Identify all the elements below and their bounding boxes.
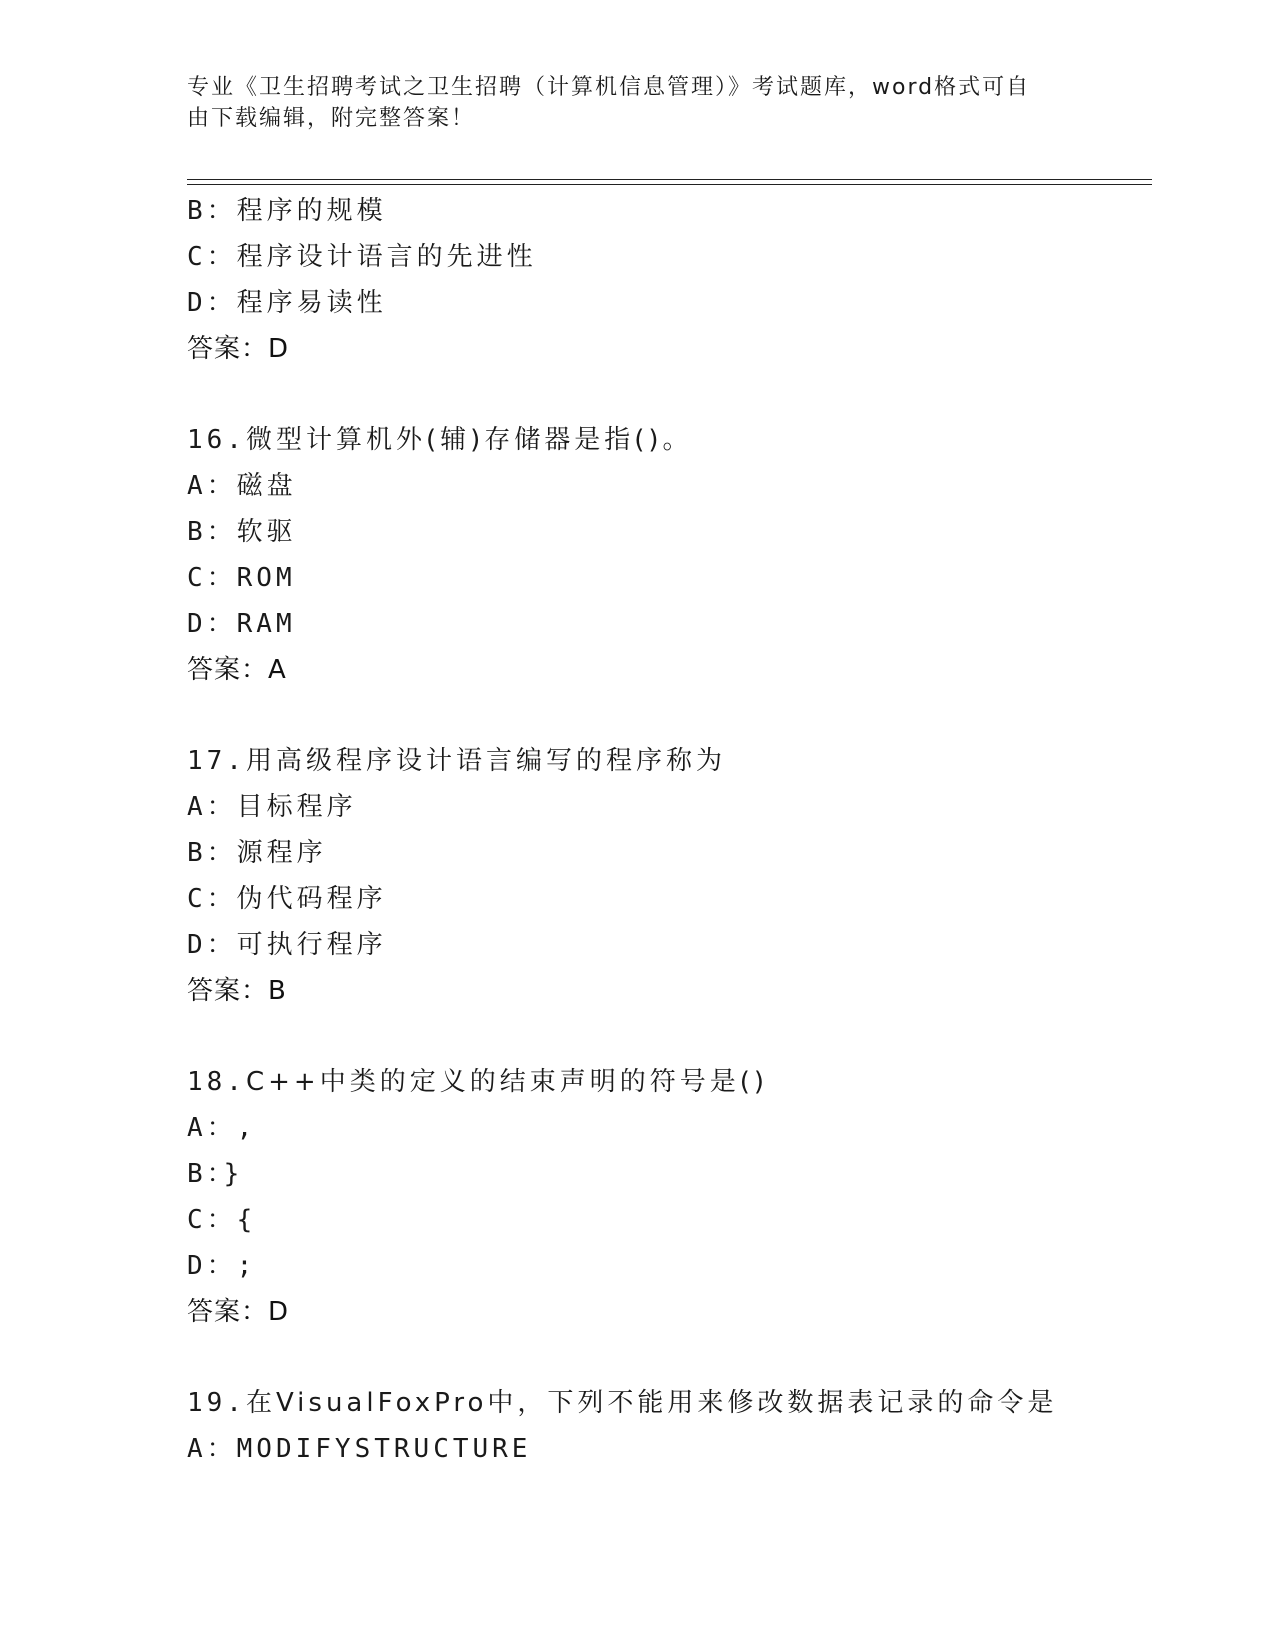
question-block-continued <box>187 188 1147 372</box>
option-key: C： <box>187 242 237 272</box>
question-number: 16. <box>187 425 246 455</box>
option-line <box>187 463 1147 509</box>
option-text: 磁盘 <box>236 471 297 501</box>
option-key: C： <box>187 563 237 593</box>
document-header <box>187 72 1087 134</box>
question-block <box>187 1380 1147 1472</box>
option-text: 程序的规模 <box>236 196 387 226</box>
header-line-2: 由下载编辑，附完整答案！ <box>187 106 476 131</box>
spacer <box>187 1335 1147 1380</box>
option-line <box>187 234 1147 280</box>
option-key: C： <box>187 1205 237 1235</box>
option-text: ; <box>236 1251 257 1281</box>
option-line <box>187 280 1147 326</box>
question-stem: 用高级程序设计语言编写的程序称为 <box>245 746 726 776</box>
option-text: 源程序 <box>236 838 327 868</box>
question-block <box>187 1059 1147 1335</box>
header-line-1: 专业《卫生招聘考试之卫生招聘（计算机信息管理）》考试题库，word格式可自 <box>187 75 1031 100</box>
option-key: D： <box>187 609 237 639</box>
option-key: A： <box>187 1113 237 1143</box>
option-line <box>187 784 1147 830</box>
option-key: B： <box>187 517 237 547</box>
option-text: { <box>236 1205 257 1235</box>
question-text <box>187 417 1147 463</box>
option-text: ROM <box>236 563 296 593</box>
option-key: A： <box>187 471 237 501</box>
option-text: RAM <box>236 609 296 639</box>
question-stem: C++中类的定义的结束声明的符号是() <box>245 1067 768 1097</box>
question-block <box>187 738 1147 1014</box>
answer-line: 答案：D <box>187 334 290 364</box>
option-key: D： <box>187 1251 237 1281</box>
question-text <box>187 738 1147 784</box>
option-text: } <box>223 1159 244 1189</box>
answer-line: 答案：B <box>187 976 287 1006</box>
question-text <box>187 1059 1147 1105</box>
option-text: MODIFYSTRUCTURE <box>236 1434 532 1464</box>
option-line <box>187 1151 1147 1197</box>
option-key: C： <box>187 884 237 914</box>
option-key: B： <box>187 838 237 868</box>
option-line <box>187 1243 1147 1289</box>
question-text <box>187 1380 1147 1426</box>
answer-line: 答案：D <box>187 1297 290 1327</box>
option-line <box>187 555 1147 601</box>
question-stem: 在VisualFoxPro中，下列不能用来修改数据表记录的命令是 <box>245 1388 1058 1418</box>
option-key: A： <box>187 792 237 822</box>
option-line <box>187 1197 1147 1243</box>
answer-line: 答案：A <box>187 655 287 685</box>
option-key: B： <box>187 1159 224 1189</box>
option-text: 伪代码程序 <box>236 884 387 914</box>
option-line <box>187 188 1147 234</box>
option-key: A： <box>187 1434 237 1464</box>
question-stem: 微型计算机外(辅)存储器是指()。 <box>245 425 693 455</box>
question-block <box>187 417 1147 693</box>
option-text: 程序设计语言的先进性 <box>236 242 537 272</box>
question-list <box>187 188 1147 1472</box>
option-text: 软驱 <box>236 517 297 547</box>
question-number: 17. <box>187 746 246 776</box>
spacer <box>187 372 1147 417</box>
option-key: B： <box>187 196 237 226</box>
option-line <box>187 509 1147 555</box>
option-text: 可执行程序 <box>236 930 387 960</box>
header-divider-top <box>187 179 1152 180</box>
option-line <box>187 922 1147 968</box>
option-line <box>187 601 1147 647</box>
option-key: D： <box>187 288 237 318</box>
spacer <box>187 693 1147 738</box>
option-line <box>187 830 1147 876</box>
question-number: 18. <box>187 1067 246 1097</box>
option-line <box>187 876 1147 922</box>
option-text: 程序易读性 <box>236 288 387 318</box>
header-divider-bottom <box>187 184 1152 185</box>
option-line <box>187 1426 1147 1472</box>
option-key: D： <box>187 930 237 960</box>
option-line <box>187 1105 1147 1151</box>
question-number: 19. <box>187 1388 246 1418</box>
option-text: 目标程序 <box>236 792 357 822</box>
spacer <box>187 1014 1147 1059</box>
option-text: , <box>236 1113 257 1143</box>
